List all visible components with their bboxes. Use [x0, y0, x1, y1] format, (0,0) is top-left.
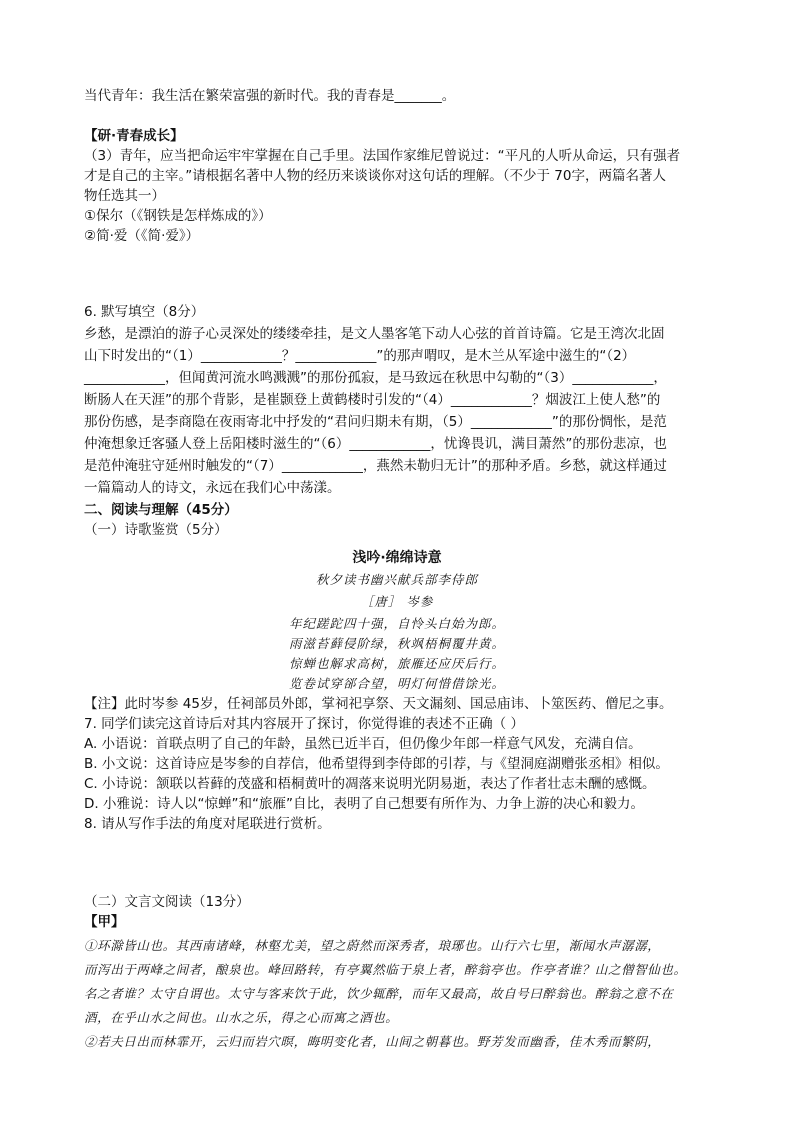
- option-paul: ①保尔（《钢铁是怎样炼成的》）: [84, 208, 272, 224]
- q6-line-7: 是范仲淹驻守延州时触发的“（7）____________，燕然未勒归无计”的那种矛盾。乡愁，就这样通过: [84, 458, 667, 474]
- part2-heading: 二、阅读与理解（45分）: [84, 502, 238, 518]
- q7-option-c: C. 小诗说：颔联以苔藓的茂盛和梧桐黄叶的凋落来说明光阴易逝，表达了作者壮志未酬的感慨。: [84, 776, 656, 792]
- passage-line: 而泻出于两峰之间者，酿泉也。峰回路转，有亭翼然临于泉上者，醉翁亭也。作亭者谁？山之僧智仙也。: [84, 962, 687, 977]
- q6-line-4: 断肠人在天涯”的那个背影，是崔颢登上黄鹤楼时引发的“（4）____________？烟波江上使人愁”的: [84, 392, 661, 408]
- poetry-subheading: （一）诗歌鉴赏（5分）: [84, 522, 228, 538]
- q7-stem: 7. 同学们读完这首诗后对其内容展开了探讨，你觉得谁的表述不正确（ ）: [84, 716, 524, 732]
- q3-line-3: 物任选其一）: [84, 188, 165, 204]
- poem-line: 年纪蹉跎四十强，自怜头白始为郎。: [288, 616, 505, 631]
- passage-line: 名之者谁？太守自谓也。太守与客来饮于此，饮少辄醉，而年又最高，故自号曰醉翁也。醉翁之意不在: [84, 986, 674, 1001]
- q6-line-5: 那份伤感，是李商隐在夜雨寄北中抒发的“君问归期未有期，（5）____________”的那份惆怅，是范: [84, 414, 667, 430]
- poem-author: ［唐］ 岑参: [360, 594, 434, 609]
- q6-line-3: ____________，但闻黄河流水鸣溅溅”的那份孤寂，是马致远在秋思中勾勒的“（3）____________，: [84, 370, 667, 386]
- q7-option-b: B. 小文说：这首诗应是岑参的自荐信，他希望得到李侍郎的引荐，与《望洞庭湖赠张丞相》相似。: [84, 756, 669, 772]
- q6-line-6: 仲淹想象迁客骚人登上岳阳楼时滋生的“（6）____________，忧谗畏讥，满目萧然”的那份悲凉，也: [84, 436, 667, 452]
- poem-title: 秋夕读书幽兴献兵部李侍郎: [315, 572, 478, 587]
- section-heading-youth: 【研·青春成长】: [84, 128, 184, 144]
- poem-line: 惊蝉也解求高树，旅雁还应厌后行。: [288, 656, 505, 671]
- q8-stem: 8. 请从写作手法的角度对尾联进行赏析。: [84, 816, 331, 832]
- q3-line-1: （3）青年，应当把命运牢牢掌握在自己手里。法国作家维尼曾说过：“平凡的人听从命运，只有强者: [84, 148, 681, 164]
- q6-line-8: 一篇篇动人的诗文，永远在我们心中荡漾。: [84, 480, 341, 496]
- q7-option-a: A. 小语说：首联点明了自己的年龄，虽然已近半百，但仍像少年郎一样意气风发，充满自信。: [84, 736, 642, 752]
- poem-line: 览卷试穿郤合望，明灯何惜借馀光。: [288, 676, 505, 691]
- poem-note: 【注】此时岑参 45岁，任祠部员外郎，掌祠祀享祭、天文漏刻、国忌庙讳、卜筮医药、僧尼之事。: [84, 696, 673, 712]
- passage-line: ②若夫日出而林霏开，云归而岩穴暝，晦明变化者，山间之朝暮也。野芳发而幽香，佳木秀而繁阴，: [84, 1034, 661, 1049]
- passage-jia-label: 【甲】: [84, 914, 125, 930]
- classical-subheading: （二）文言文阅读（13分）: [84, 894, 250, 910]
- q6-line-1: 乡愁，是漂泊的游子心灵深处的缕缕牵挂，是文人墨客笔下动人心弦的首首诗篇。它是王湾次北固: [84, 326, 665, 342]
- q7-option-d: D. 小雅说：诗人以“惊蝉”和“旅雁”自比，表明了自己想要有所作为、力争上游的决心和毅力。: [84, 796, 644, 812]
- passage-line: 酒，在乎山水之间也。山水之乐，得之心而寓之酒也。: [84, 1010, 399, 1025]
- poem-section-title: 浅吟·绵绵诗意: [352, 550, 442, 566]
- youth-line: 当代青年：我生活在繁荣富强的新时代。我的青春是_______。: [84, 88, 456, 104]
- q6-line-2: 山下时发出的“（1）____________？____________”的那声喟叹，是木兰从军途中滋生的“（2）: [84, 348, 636, 364]
- q6-title: 6. 默写填空（8分）: [84, 304, 205, 320]
- passage-line: ①环滁皆山也。其西南诸峰，林壑尤美，望之蔚然而深秀者，琅琊也。山行六七里，渐闻水声潺潺，: [84, 938, 661, 953]
- poem-line: 雨滋苔藓侵阶绿，秋飒梧桐覆井黄。: [288, 636, 505, 651]
- option-jane-eyre: ②简·爱（《简·爱》）: [84, 228, 200, 244]
- q3-line-2: 才是自己的主宰。”请根据名著中人物的经历来谈谈你对这句话的理解。（不少于 70字，两篇名著人: [84, 168, 666, 184]
